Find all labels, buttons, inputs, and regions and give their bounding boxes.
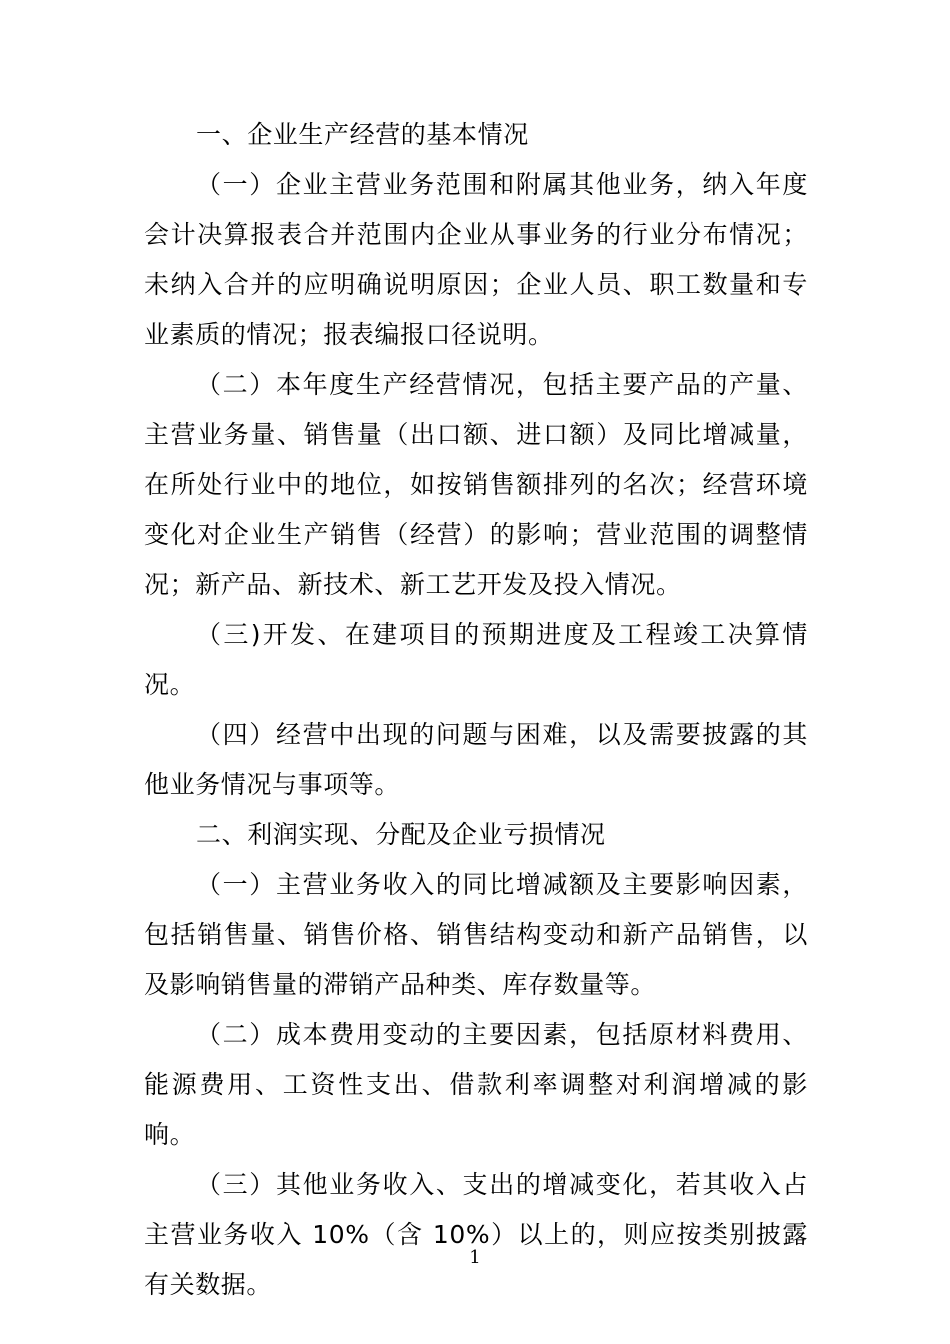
section-heading-2: 二、利润实现、分配及企业亏损情况 [196, 820, 606, 849]
paragraph-1-2: （二）本年度生产经营情况，包括主要产品的产量、主营业务量、销售量（出口额、进口额）及同比增减量，在所处行业中的地位，如按销售额排列的名次；经营环境变化对企业生产销售（经营）的影响；营业范围的调整情况；新产品、新技术、新工艺开发及投入情况。 [144, 370, 808, 599]
paragraph-1-1: （一）企业主营业务范围和附属其他业务，纳入年度会计决算报表合并范围内企业从事业务的行业分布情况；未纳入合并的应明确说明原因；企业人员、职工数量和专业素质的情况；报表编报口径说明。 [144, 170, 808, 349]
paragraph-2-3: （三）其他业务收入、支出的增减变化，若其收入占主营业务收入 10%（含 10%）以上的，则应按类别披露有关数据。 [144, 1170, 808, 1299]
paragraph-1-3: （三)开发、在建项目的预期进度及工程竣工决算情况。 [144, 620, 808, 699]
document-body [144, 110, 808, 1310]
paragraph-1-4: （四）经营中出现的问题与困难，以及需要披露的其他业务情况与事项等。 [144, 720, 808, 799]
paragraph-2-1: （一）主营业务收入的同比增减额及主要影响因素，包括销售量、销售价格、销售结构变动和新产品销售，以及影响销售量的滞销产品种类、库存数量等。 [144, 870, 808, 999]
section-heading-1: 一、企业生产经营的基本情况 [196, 120, 529, 149]
page-number: 1 [469, 1247, 481, 1268]
paragraph-2-2: （二）成本费用变动的主要因素，包括原材料费用、能源费用、工资性支出、借款利率调整对利润增减的影响。 [144, 1020, 808, 1149]
